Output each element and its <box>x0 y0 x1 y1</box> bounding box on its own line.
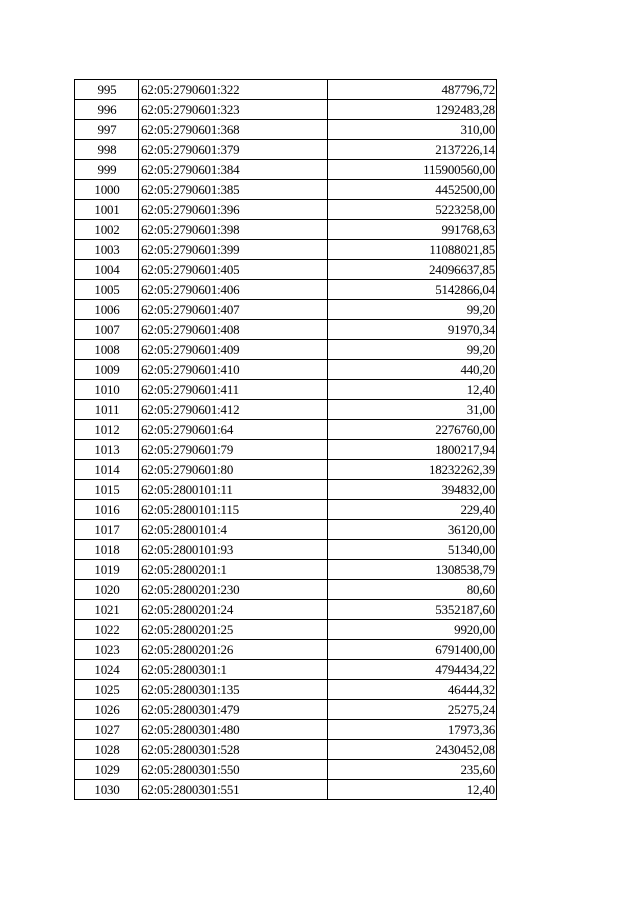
table-row <box>75 400 497 420</box>
value-cell: 51340,00 <box>328 540 497 560</box>
cadastral-number-cell: 62:05:2800201:24 <box>139 600 328 620</box>
row-number-cell: 995 <box>75 80 139 100</box>
row-number-cell: 1014 <box>75 460 139 480</box>
row-number-cell: 1003 <box>75 240 139 260</box>
value-cell: 2137226,14 <box>328 140 497 160</box>
cadastral-number-cell: 62:05:2790601:79 <box>139 440 328 460</box>
row-number-cell: 1016 <box>75 500 139 520</box>
row-number-cell: 1027 <box>75 720 139 740</box>
cadastral-number-cell: 62:05:2800101:115 <box>139 500 328 520</box>
value-cell: 24096637,85 <box>328 260 497 280</box>
row-number-cell: 1028 <box>75 740 139 760</box>
table-row <box>75 580 497 600</box>
row-number-cell: 1000 <box>75 180 139 200</box>
value-cell: 4794434,22 <box>328 660 497 680</box>
cadastral-number-cell: 62:05:2790601:407 <box>139 300 328 320</box>
row-number-cell: 1007 <box>75 320 139 340</box>
value-cell: 99,20 <box>328 300 497 320</box>
row-number-cell: 1029 <box>75 760 139 780</box>
row-number-cell: 1002 <box>75 220 139 240</box>
value-cell: 1800217,94 <box>328 440 497 460</box>
value-cell: 91970,34 <box>328 320 497 340</box>
table-row <box>75 620 497 640</box>
row-number-cell: 1013 <box>75 440 139 460</box>
value-cell: 18232262,39 <box>328 460 497 480</box>
value-cell: 17973,36 <box>328 720 497 740</box>
table-row <box>75 360 497 380</box>
cadastral-number-cell: 62:05:2790601:399 <box>139 240 328 260</box>
row-number-cell: 1010 <box>75 380 139 400</box>
value-cell: 11088021,85 <box>328 240 497 260</box>
table-row <box>75 380 497 400</box>
value-cell: 12,40 <box>328 780 497 800</box>
value-cell: 229,40 <box>328 500 497 520</box>
cadastral-number-cell: 62:05:2800301:550 <box>139 760 328 780</box>
cadastral-number-cell: 62:05:2800201:25 <box>139 620 328 640</box>
cadastral-number-cell: 62:05:2790601:405 <box>139 260 328 280</box>
cadastral-number-cell: 62:05:2800301:480 <box>139 720 328 740</box>
row-number-cell: 1024 <box>75 660 139 680</box>
table-row <box>75 220 497 240</box>
table-row <box>75 720 497 740</box>
value-cell: 5352187,60 <box>328 600 497 620</box>
row-number-cell: 999 <box>75 160 139 180</box>
value-cell: 12,40 <box>328 380 497 400</box>
value-cell: 440,20 <box>328 360 497 380</box>
row-number-cell: 1020 <box>75 580 139 600</box>
table-row <box>75 80 497 100</box>
row-number-cell: 1005 <box>75 280 139 300</box>
row-number-cell: 1017 <box>75 520 139 540</box>
value-cell: 394832,00 <box>328 480 497 500</box>
cadastral-number-cell: 62:05:2800201:1 <box>139 560 328 580</box>
row-number-cell: 1025 <box>75 680 139 700</box>
cadastral-number-cell: 62:05:2800101:4 <box>139 520 328 540</box>
cadastral-number-cell: 62:05:2790601:64 <box>139 420 328 440</box>
value-cell: 25275,24 <box>328 700 497 720</box>
value-cell: 2430452,08 <box>328 740 497 760</box>
cadastral-number-cell: 62:05:2800101:93 <box>139 540 328 560</box>
table-row <box>75 440 497 460</box>
value-cell: 310,00 <box>328 120 497 140</box>
value-cell: 2276760,00 <box>328 420 497 440</box>
table-row <box>75 100 497 120</box>
table-row <box>75 640 497 660</box>
cadastral-number-cell: 62:05:2790601:322 <box>139 80 328 100</box>
cadastral-number-cell: 62:05:2800301:479 <box>139 700 328 720</box>
table-row <box>75 460 497 480</box>
table-row <box>75 260 497 280</box>
cadastral-number-cell: 62:05:2790601:80 <box>139 460 328 480</box>
value-cell: 6791400,00 <box>328 640 497 660</box>
table-row <box>75 480 497 500</box>
value-cell: 115900560,00 <box>328 160 497 180</box>
row-number-cell: 1018 <box>75 540 139 560</box>
value-cell: 36120,00 <box>328 520 497 540</box>
table-row <box>75 660 497 680</box>
value-cell: 5223258,00 <box>328 200 497 220</box>
table-row <box>75 760 497 780</box>
value-cell: 1308538,79 <box>328 560 497 580</box>
data-table <box>74 79 497 800</box>
table-row <box>75 420 497 440</box>
cadastral-number-cell: 62:05:2800301:135 <box>139 680 328 700</box>
row-number-cell: 1021 <box>75 600 139 620</box>
table-row <box>75 200 497 220</box>
table-row <box>75 140 497 160</box>
row-number-cell: 1012 <box>75 420 139 440</box>
table-row <box>75 680 497 700</box>
table-row <box>75 560 497 580</box>
cadastral-number-cell: 62:05:2790601:396 <box>139 200 328 220</box>
cadastral-number-cell: 62:05:2790601:408 <box>139 320 328 340</box>
row-number-cell: 1001 <box>75 200 139 220</box>
table-body <box>75 80 497 800</box>
row-number-cell: 998 <box>75 140 139 160</box>
cadastral-number-cell: 62:05:2790601:398 <box>139 220 328 240</box>
cadastral-number-cell: 62:05:2790601:409 <box>139 340 328 360</box>
table-row <box>75 740 497 760</box>
cadastral-number-cell: 62:05:2800301:1 <box>139 660 328 680</box>
cadastral-number-cell: 62:05:2790601:410 <box>139 360 328 380</box>
cadastral-number-cell: 62:05:2790601:384 <box>139 160 328 180</box>
row-number-cell: 996 <box>75 100 139 120</box>
cadastral-number-cell: 62:05:2790601:368 <box>139 120 328 140</box>
cadastral-number-cell: 62:05:2790601:379 <box>139 140 328 160</box>
value-cell: 5142866,04 <box>328 280 497 300</box>
row-number-cell: 1022 <box>75 620 139 640</box>
cadastral-number-cell: 62:05:2790601:323 <box>139 100 328 120</box>
row-number-cell: 1008 <box>75 340 139 360</box>
cadastral-number-cell: 62:05:2800301:528 <box>139 740 328 760</box>
value-cell: 31,00 <box>328 400 497 420</box>
value-cell: 4452500,00 <box>328 180 497 200</box>
row-number-cell: 1006 <box>75 300 139 320</box>
value-cell: 487796,72 <box>328 80 497 100</box>
row-number-cell: 1011 <box>75 400 139 420</box>
row-number-cell: 1004 <box>75 260 139 280</box>
cadastral-number-cell: 62:05:2800101:11 <box>139 480 328 500</box>
table-row <box>75 300 497 320</box>
table-row <box>75 700 497 720</box>
table-row <box>75 540 497 560</box>
row-number-cell: 1023 <box>75 640 139 660</box>
table-row <box>75 280 497 300</box>
cadastral-number-cell: 62:05:2800201:230 <box>139 580 328 600</box>
cadastral-number-cell: 62:05:2790601:411 <box>139 380 328 400</box>
table-row <box>75 160 497 180</box>
value-cell: 1292483,28 <box>328 100 497 120</box>
row-number-cell: 1009 <box>75 360 139 380</box>
cadastral-number-cell: 62:05:2800201:26 <box>139 640 328 660</box>
table-row <box>75 180 497 200</box>
table-row <box>75 120 497 140</box>
cadastral-number-cell: 62:05:2800301:551 <box>139 780 328 800</box>
table-row <box>75 500 497 520</box>
value-cell: 235,60 <box>328 760 497 780</box>
table-row <box>75 240 497 260</box>
table-row <box>75 320 497 340</box>
value-cell: 99,20 <box>328 340 497 360</box>
row-number-cell: 1026 <box>75 700 139 720</box>
row-number-cell: 1019 <box>75 560 139 580</box>
table-row <box>75 780 497 800</box>
value-cell: 991768,63 <box>328 220 497 240</box>
table-row <box>75 520 497 540</box>
value-cell: 46444,32 <box>328 680 497 700</box>
table-row <box>75 600 497 620</box>
value-cell: 9920,00 <box>328 620 497 640</box>
cadastral-number-cell: 62:05:2790601:385 <box>139 180 328 200</box>
row-number-cell: 1030 <box>75 780 139 800</box>
cadastral-number-cell: 62:05:2790601:412 <box>139 400 328 420</box>
row-number-cell: 997 <box>75 120 139 140</box>
cadastral-number-cell: 62:05:2790601:406 <box>139 280 328 300</box>
table-row <box>75 340 497 360</box>
row-number-cell: 1015 <box>75 480 139 500</box>
value-cell: 80,60 <box>328 580 497 600</box>
